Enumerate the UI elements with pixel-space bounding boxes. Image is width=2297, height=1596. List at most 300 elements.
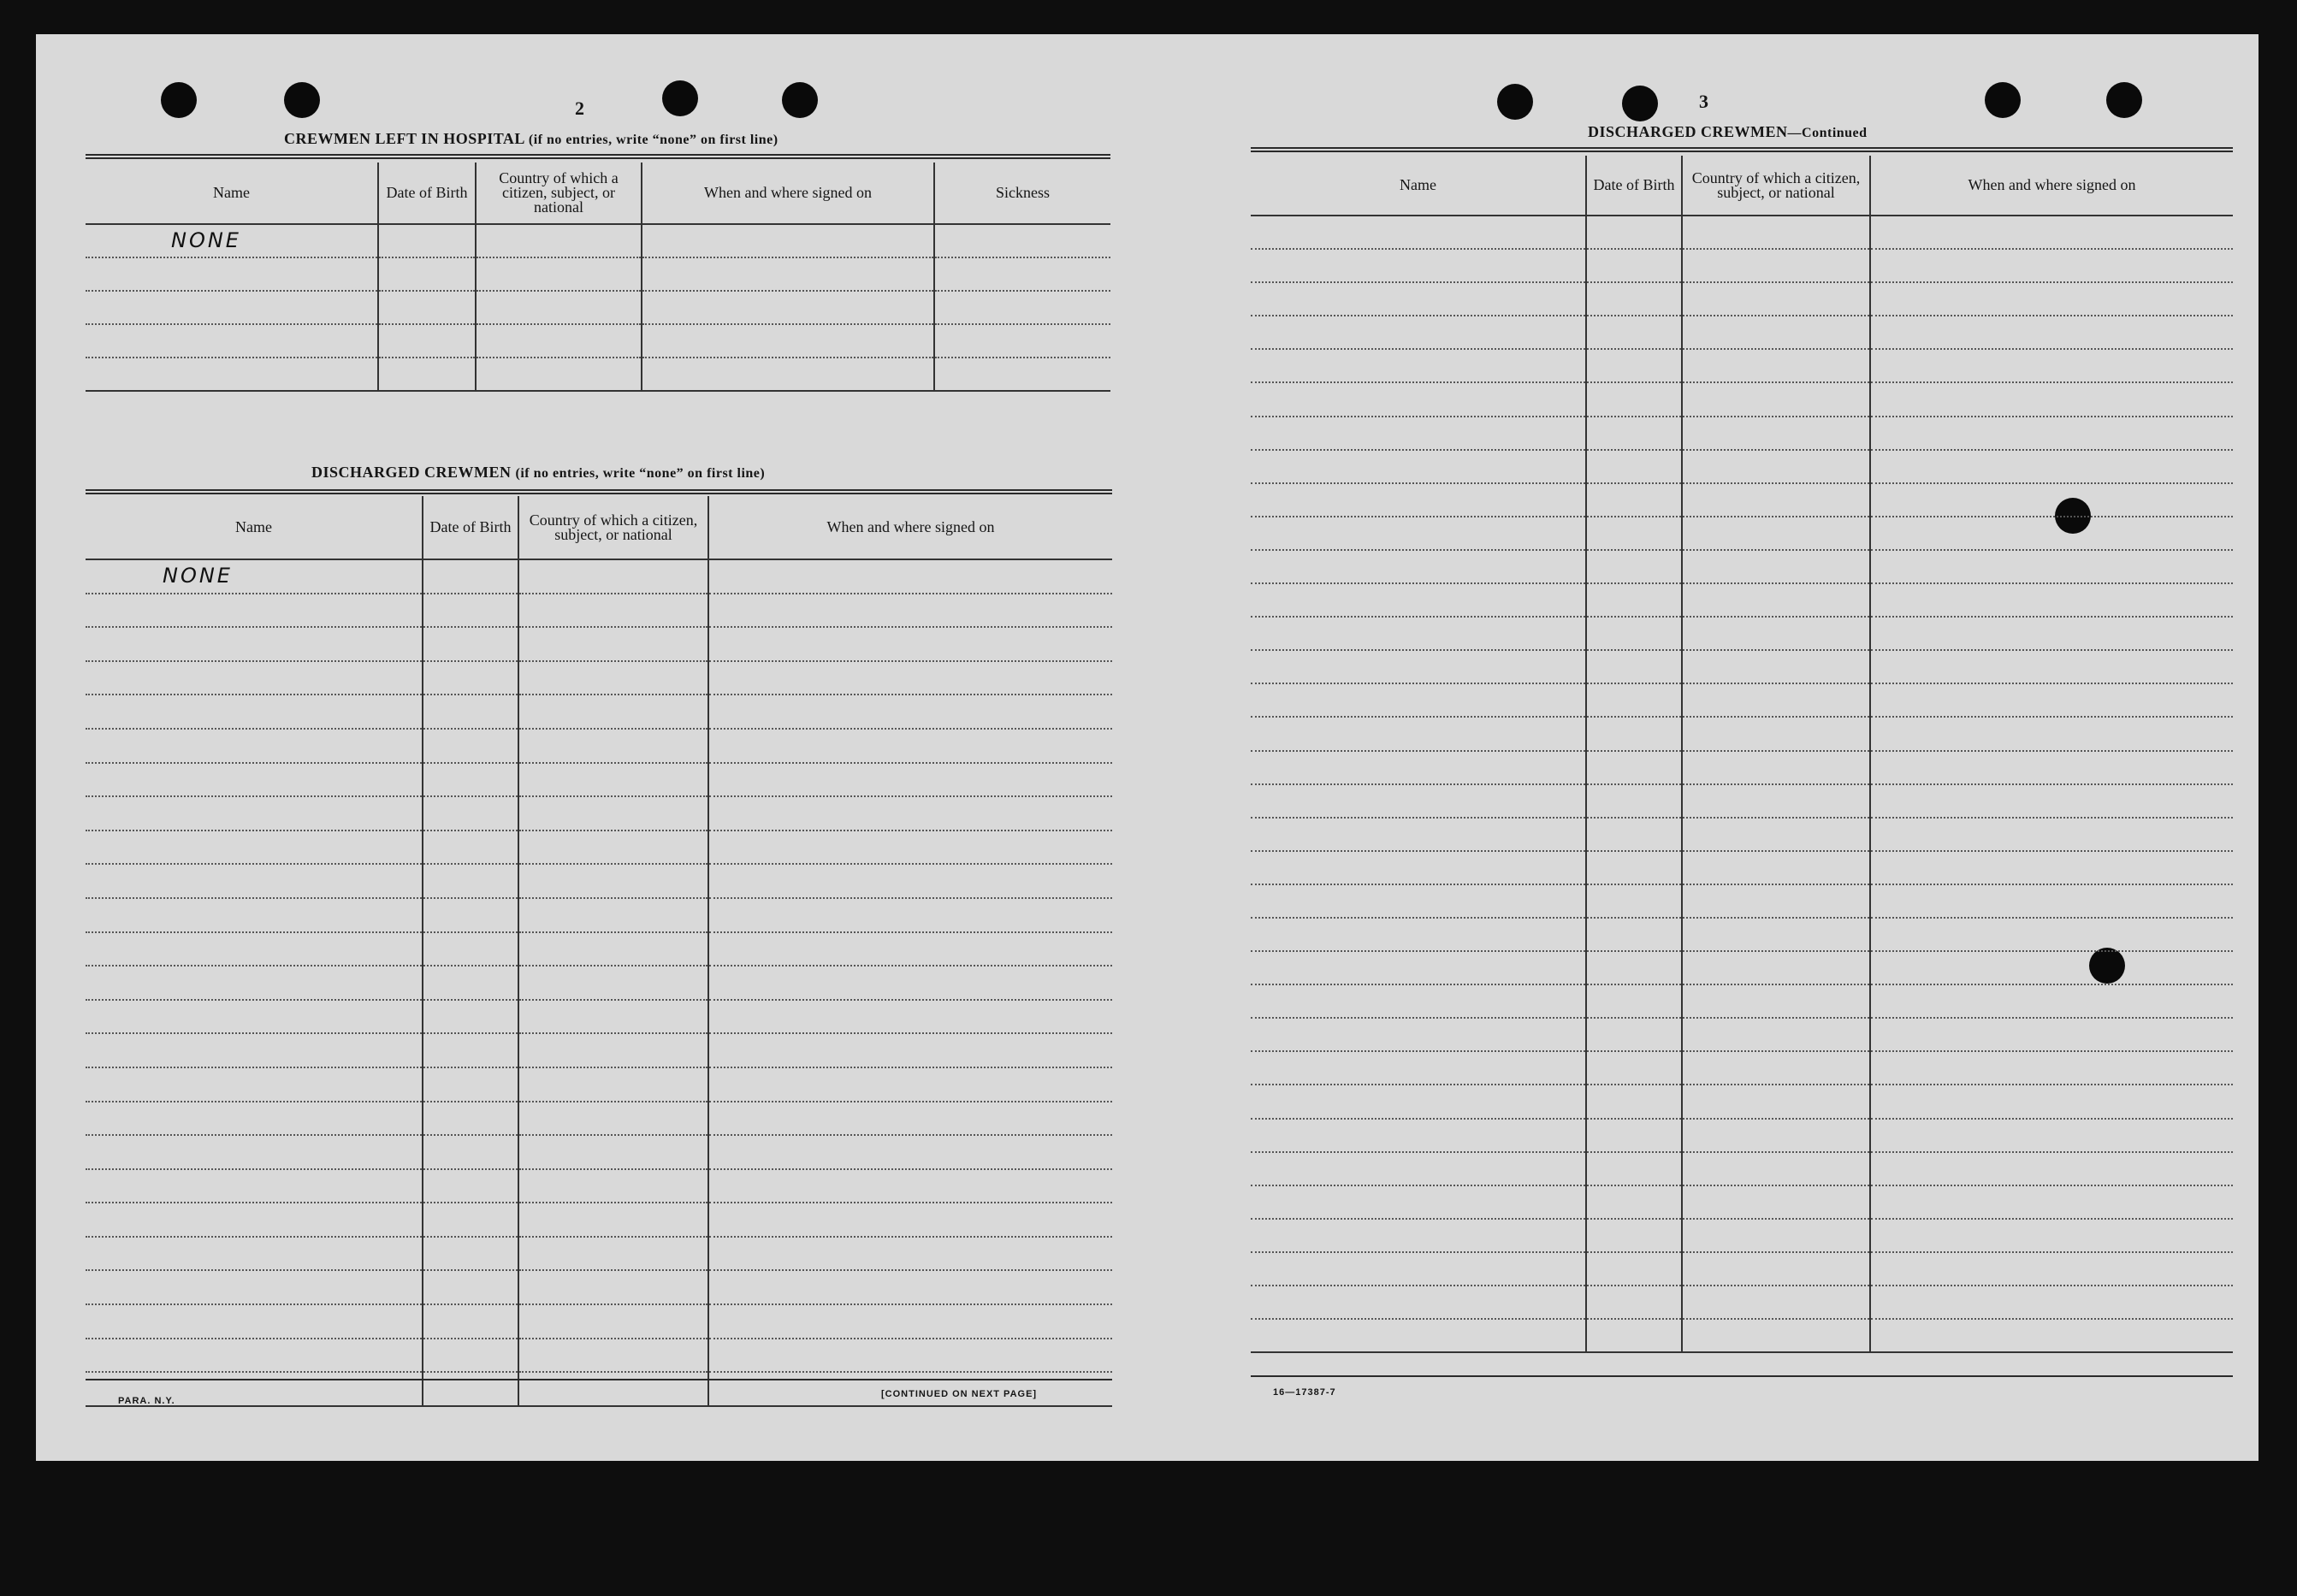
table-cell[interactable] <box>378 257 476 291</box>
table-cell[interactable] <box>1682 1219 1870 1252</box>
col-header-country: Country of which a citizen, subject, or national <box>518 496 708 559</box>
table-cell[interactable] <box>1586 1018 1682 1051</box>
table-cell[interactable] <box>1586 282 1682 316</box>
table-cell[interactable] <box>708 1237 1112 1271</box>
table-cell[interactable] <box>86 695 423 729</box>
table-cell[interactable] <box>1251 751 1586 784</box>
table-cell[interactable] <box>1586 483 1682 517</box>
table-cell[interactable] <box>86 291 378 324</box>
table-cell[interactable] <box>1870 984 2233 1018</box>
table-cell[interactable] <box>476 324 642 358</box>
table-row <box>86 1033 1112 1067</box>
table-cell[interactable] <box>86 324 378 358</box>
table-cell[interactable] <box>1251 382 1586 416</box>
table-cell[interactable] <box>518 763 708 797</box>
table-cell[interactable] <box>642 324 934 358</box>
table-cell[interactable] <box>1682 1051 1870 1085</box>
table-cell[interactable] <box>1586 751 1682 784</box>
table-cell[interactable] <box>423 559 518 594</box>
table-cell[interactable] <box>708 1000 1112 1034</box>
table-cell[interactable] <box>518 1339 708 1373</box>
table-cell[interactable] <box>934 224 1110 257</box>
table-cell[interactable] <box>86 831 423 865</box>
table-cell[interactable] <box>1870 1252 2233 1286</box>
table-cell[interactable] <box>1251 683 1586 717</box>
table-cell[interactable] <box>1682 884 1870 918</box>
col-header-country: Country of which a citizen, subject, or national <box>476 163 642 224</box>
table-cell[interactable] <box>708 1135 1112 1169</box>
table-cell[interactable] <box>708 966 1112 1000</box>
table-cell[interactable] <box>423 695 518 729</box>
table-cell[interactable] <box>708 1169 1112 1203</box>
table-cell[interactable] <box>1251 483 1586 517</box>
table-cell[interactable] <box>378 358 476 391</box>
table-row <box>1251 717 2233 750</box>
table-cell[interactable] <box>423 864 518 898</box>
table-cell[interactable] <box>518 1237 708 1271</box>
table-cell[interactable] <box>1251 517 1586 550</box>
table-row <box>1251 550 2233 583</box>
table-cell[interactable] <box>423 932 518 966</box>
table-row <box>1251 349 2233 382</box>
table-cell[interactable] <box>378 224 476 257</box>
table-cell[interactable] <box>1870 517 2233 550</box>
table-cell[interactable] <box>708 1033 1112 1067</box>
table-cell[interactable] <box>423 763 518 797</box>
table-cell[interactable] <box>518 1169 708 1203</box>
table-cell[interactable] <box>1251 1319 1586 1352</box>
table-cell[interactable] <box>1870 216 2233 249</box>
table-cell[interactable] <box>518 695 708 729</box>
table-cell[interactable] <box>86 796 423 831</box>
table-row <box>86 1304 1112 1339</box>
table-cell[interactable] <box>1251 1085 1586 1118</box>
table-cell[interactable] <box>1251 717 1586 750</box>
hospital-section-title <box>284 130 778 148</box>
table-cell[interactable] <box>86 1270 423 1304</box>
table-cell[interactable] <box>1586 216 1682 249</box>
table-cell[interactable] <box>86 661 423 695</box>
table-row <box>1251 751 2233 784</box>
table-cell[interactable] <box>518 559 708 594</box>
table-cell[interactable] <box>1251 1119 1586 1152</box>
table-cell[interactable] <box>1870 450 2233 483</box>
table-cell[interactable] <box>1682 784 1870 818</box>
table-cell[interactable] <box>423 796 518 831</box>
table-cell[interactable] <box>1870 884 2233 918</box>
table-cell[interactable] <box>1251 216 1586 249</box>
table-cell[interactable] <box>86 1203 423 1237</box>
table-cell[interactable] <box>378 291 476 324</box>
table-cell[interactable] <box>518 1270 708 1304</box>
table-cell[interactable] <box>1251 1185 1586 1219</box>
table-cell[interactable] <box>476 358 642 391</box>
table-cell[interactable] <box>1870 1085 2233 1118</box>
table-cell[interactable] <box>1586 1185 1682 1219</box>
table-cell[interactable] <box>86 1000 423 1034</box>
table-cell[interactable] <box>1586 550 1682 583</box>
table-cell[interactable] <box>423 1169 518 1203</box>
table-row <box>86 796 1112 831</box>
table-cell[interactable] <box>518 1203 708 1237</box>
table-cell[interactable] <box>708 763 1112 797</box>
table-cell[interactable] <box>1870 1185 2233 1219</box>
table-cell[interactable] <box>518 661 708 695</box>
table-cell[interactable] <box>1586 717 1682 750</box>
table-cell[interactable] <box>1586 1319 1682 1352</box>
table-cell[interactable] <box>1870 918 2233 951</box>
table-row <box>1251 1018 2233 1051</box>
table-cell[interactable] <box>518 1135 708 1169</box>
table-cell[interactable] <box>518 796 708 831</box>
table-cell[interactable] <box>708 1339 1112 1373</box>
table-cell[interactable] <box>1870 683 2233 717</box>
table-cell[interactable] <box>708 1203 1112 1237</box>
table-cell[interactable] <box>423 831 518 865</box>
table-cell[interactable] <box>423 1203 518 1237</box>
table-cell[interactable] <box>934 324 1110 358</box>
table-cell[interactable] <box>1682 851 1870 884</box>
table-cell[interactable] <box>708 627 1112 661</box>
table-cell[interactable] <box>1251 249 1586 282</box>
table-cell[interactable] <box>1682 1085 1870 1118</box>
table-cell[interactable] <box>1251 650 1586 683</box>
table-cell[interactable] <box>1251 1219 1586 1252</box>
table-cell[interactable] <box>86 729 423 763</box>
table-cell[interactable] <box>423 1135 518 1169</box>
table-cell[interactable] <box>1251 818 1586 851</box>
table-row <box>86 291 1110 324</box>
table-cell[interactable] <box>1682 349 1870 382</box>
table-cell[interactable] <box>423 1270 518 1304</box>
table-cell[interactable] <box>518 1372 708 1406</box>
table-cell[interactable] <box>1251 417 1586 450</box>
table-cell[interactable] <box>1682 1018 1870 1051</box>
table-cell[interactable] <box>1682 249 1870 282</box>
table-cell[interactable] <box>86 966 423 1000</box>
table-cell[interactable] <box>642 224 934 257</box>
table-cell[interactable] <box>708 932 1112 966</box>
table-cell[interactable] <box>423 1339 518 1373</box>
table-cell[interactable] <box>708 661 1112 695</box>
col-header-name: Name <box>1251 156 1586 216</box>
table-cell[interactable] <box>423 1067 518 1102</box>
table-cell[interactable] <box>1870 249 2233 282</box>
table-cell[interactable] <box>1586 1085 1682 1118</box>
table-cell[interactable] <box>1682 818 1870 851</box>
table-row <box>1251 1219 2233 1252</box>
table-cell[interactable] <box>1870 717 2233 750</box>
table-cell[interactable] <box>708 864 1112 898</box>
table-cell[interactable] <box>423 1304 518 1339</box>
table-cell[interactable] <box>1251 1252 1586 1286</box>
table-cell[interactable] <box>423 1033 518 1067</box>
table-cell[interactable] <box>423 898 518 932</box>
punch-hole <box>2106 82 2142 118</box>
col-header-date-of-birth: Date of Birth <box>378 163 476 224</box>
table-cell[interactable] <box>1682 1286 1870 1319</box>
table-cell[interactable] <box>708 1304 1112 1339</box>
table-row <box>1251 650 2233 683</box>
page-number: 2 <box>575 98 584 119</box>
table-cell[interactable] <box>1682 918 1870 951</box>
table-cell[interactable] <box>1251 1152 1586 1185</box>
table-cell[interactable] <box>518 627 708 661</box>
table-cell[interactable] <box>1682 282 1870 316</box>
table-cell[interactable] <box>1586 884 1682 918</box>
table-cell[interactable] <box>708 831 1112 865</box>
table-row <box>1251 216 2233 249</box>
table-row <box>86 224 1110 257</box>
table-cell[interactable] <box>423 1102 518 1136</box>
table-cell[interactable] <box>1586 1119 1682 1152</box>
form-number: 16—17387-7 <box>1273 1387 1336 1398</box>
table-cell[interactable] <box>1870 784 2233 818</box>
table-cell[interactable] <box>423 627 518 661</box>
table-cell[interactable] <box>1870 751 2233 784</box>
table-cell[interactable] <box>1251 1051 1586 1085</box>
table-cell[interactable] <box>86 1033 423 1067</box>
table-cell[interactable] <box>1870 1219 2233 1252</box>
table-cell[interactable] <box>86 1135 423 1169</box>
table-cell[interactable] <box>1251 450 1586 483</box>
table-cell[interactable] <box>1682 1252 1870 1286</box>
table-cell[interactable] <box>1586 517 1682 550</box>
table-cell[interactable] <box>1586 918 1682 951</box>
table-row <box>86 1135 1112 1169</box>
table-cell[interactable] <box>1251 550 1586 583</box>
table-cell[interactable] <box>1251 984 1586 1018</box>
table-cell[interactable] <box>1870 349 2233 382</box>
table-cell[interactable] <box>476 257 642 291</box>
table-cell[interactable] <box>86 898 423 932</box>
table-cell[interactable] <box>518 1067 708 1102</box>
table-cell[interactable] <box>1586 316 1682 349</box>
table-cell[interactable] <box>1586 851 1682 884</box>
table-cell[interactable] <box>476 291 642 324</box>
table-cell[interactable] <box>1586 450 1682 483</box>
table-cell[interactable] <box>86 1237 423 1271</box>
table-cell[interactable] <box>86 1339 423 1373</box>
col-header-date-of-birth: Date of Birth <box>1586 156 1682 216</box>
table-cell[interactable] <box>1682 316 1870 349</box>
table-cell[interactable] <box>86 1169 423 1203</box>
table-cell[interactable] <box>423 966 518 1000</box>
table-cell[interactable] <box>1682 417 1870 450</box>
table-cell[interactable] <box>708 1102 1112 1136</box>
table-cell[interactable] <box>518 1304 708 1339</box>
table-cell[interactable] <box>518 966 708 1000</box>
table-cell[interactable] <box>1586 417 1682 450</box>
table-cell[interactable] <box>1682 382 1870 416</box>
table-cell[interactable] <box>1586 984 1682 1018</box>
table-cell[interactable] <box>934 358 1110 391</box>
table-cell[interactable] <box>1682 683 1870 717</box>
table-row <box>86 1203 1112 1237</box>
table-cell[interactable] <box>1251 1018 1586 1051</box>
table-cell[interactable] <box>1251 617 1586 650</box>
table-cell[interactable] <box>934 291 1110 324</box>
table-cell[interactable] <box>1870 316 2233 349</box>
table-cell[interactable] <box>1682 517 1870 550</box>
table-cell[interactable] <box>1870 1152 2233 1185</box>
table-cell[interactable] <box>518 1033 708 1067</box>
table-row <box>86 932 1112 966</box>
table-cell[interactable] <box>1682 1185 1870 1219</box>
table-cell[interactable] <box>1251 1286 1586 1319</box>
table-cell[interactable] <box>423 1237 518 1271</box>
table-cell[interactable] <box>1870 282 2233 316</box>
table-cell[interactable] <box>642 358 934 391</box>
table-cell[interactable] <box>1682 650 1870 683</box>
table-cell[interactable] <box>1870 818 2233 851</box>
table-row <box>1251 617 2233 650</box>
hospital-title-text: CREWMEN LEFT IN HOSPITAL <box>284 130 524 147</box>
table-cell[interactable] <box>423 1372 518 1406</box>
table-cell[interactable] <box>642 257 934 291</box>
table-cell[interactable] <box>518 1000 708 1034</box>
discharged-continued-title-text: DISCHARGED CREWMEN <box>1588 123 1788 140</box>
table-cell[interactable] <box>1682 450 1870 483</box>
table-cell[interactable] <box>86 932 423 966</box>
table-cell[interactable] <box>86 763 423 797</box>
table-cell[interactable] <box>1870 1018 2233 1051</box>
table-row <box>86 695 1112 729</box>
table-cell[interactable] <box>934 257 1110 291</box>
right-page <box>1148 34 2259 1461</box>
table-cell[interactable] <box>476 224 642 257</box>
table-cell[interactable] <box>1586 382 1682 416</box>
table-cell[interactable] <box>1586 249 1682 282</box>
table-cell[interactable] <box>708 559 1112 594</box>
table-cell[interactable] <box>86 627 423 661</box>
table-cell[interactable] <box>1682 717 1870 750</box>
table-cell[interactable] <box>1682 951 1870 984</box>
table-cell[interactable] <box>1251 884 1586 918</box>
table-cell[interactable] <box>423 729 518 763</box>
document-sheet <box>36 34 2259 1461</box>
table-cell[interactable] <box>708 1270 1112 1304</box>
table-cell[interactable] <box>1586 583 1682 617</box>
table-cell[interactable] <box>86 1067 423 1102</box>
table-cell[interactable] <box>423 661 518 695</box>
table-cell[interactable] <box>1682 550 1870 583</box>
table-cell[interactable] <box>1682 583 1870 617</box>
table-cell[interactable] <box>1870 583 2233 617</box>
table-cell[interactable] <box>708 898 1112 932</box>
table-cell[interactable] <box>1251 583 1586 617</box>
table-cell[interactable] <box>86 594 423 628</box>
table-cell[interactable] <box>86 1304 423 1339</box>
table-cell[interactable] <box>1682 617 1870 650</box>
hospital-instruction: (if no entries, write “none” on first line) <box>528 133 778 147</box>
table-cell[interactable] <box>1682 984 1870 1018</box>
table-cell[interactable] <box>1870 951 2233 984</box>
table-cell[interactable] <box>518 831 708 865</box>
table-cell[interactable] <box>1251 918 1586 951</box>
table-cell[interactable] <box>518 729 708 763</box>
table-cell[interactable] <box>1586 617 1682 650</box>
table-cell[interactable] <box>1870 650 2233 683</box>
table-cell[interactable] <box>708 695 1112 729</box>
table-cell[interactable] <box>1682 751 1870 784</box>
table-cell[interactable] <box>518 1102 708 1136</box>
table-cell[interactable] <box>423 594 518 628</box>
table-cell[interactable] <box>86 257 378 291</box>
table-cell[interactable] <box>708 1067 1112 1102</box>
table-cell[interactable] <box>708 729 1112 763</box>
table-cell[interactable] <box>1586 1286 1682 1319</box>
table-cell[interactable] <box>1682 1319 1870 1352</box>
table-cell[interactable] <box>86 224 378 257</box>
table-cell[interactable] <box>1682 483 1870 517</box>
table-cell[interactable] <box>642 291 934 324</box>
table-cell[interactable] <box>86 1102 423 1136</box>
page-number: 3 <box>1699 91 1708 112</box>
table-cell[interactable] <box>1586 951 1682 984</box>
table-cell[interactable] <box>423 1000 518 1034</box>
table-cell[interactable] <box>1682 1119 1870 1152</box>
table-cell[interactable] <box>1251 349 1586 382</box>
table-cell[interactable] <box>1251 851 1586 884</box>
table-cell[interactable] <box>1586 650 1682 683</box>
table-cell[interactable] <box>1586 1219 1682 1252</box>
table-cell[interactable] <box>1870 382 2233 416</box>
table-cell[interactable] <box>1870 483 2233 517</box>
table-cell[interactable] <box>708 594 1112 628</box>
table-cell[interactable] <box>1586 784 1682 818</box>
table-row <box>86 1339 1112 1373</box>
table-cell[interactable] <box>1586 818 1682 851</box>
table-cell[interactable] <box>1251 784 1586 818</box>
table-cell[interactable] <box>1586 1252 1682 1286</box>
col-header-country: Country of which a citizen, subject, or national <box>1682 156 1870 216</box>
table-cell[interactable] <box>1251 282 1586 316</box>
table-cell[interactable] <box>378 324 476 358</box>
table-cell[interactable] <box>1870 617 2233 650</box>
table-cell[interactable] <box>1870 1051 2233 1085</box>
table-row <box>1251 1085 2233 1118</box>
table-row <box>1251 984 2233 1018</box>
table-cell[interactable] <box>1870 1319 2233 1352</box>
table-cell[interactable] <box>1870 1286 2233 1319</box>
punch-hole <box>1985 82 2021 118</box>
table-cell[interactable] <box>518 864 708 898</box>
table-cell[interactable] <box>1251 951 1586 984</box>
table-cell[interactable] <box>86 559 423 594</box>
table-cell[interactable] <box>1870 550 2233 583</box>
table-cell[interactable] <box>1870 417 2233 450</box>
table-cell[interactable] <box>1682 1152 1870 1185</box>
table-cell[interactable] <box>1586 683 1682 717</box>
col-header-sickness: Sickness <box>934 163 1110 224</box>
table-row <box>86 257 1110 291</box>
table-cell[interactable] <box>708 796 1112 831</box>
table-cell[interactable] <box>1682 216 1870 249</box>
table-cell[interactable] <box>518 932 708 966</box>
table-cell[interactable] <box>1586 1051 1682 1085</box>
rule <box>1251 1375 2233 1377</box>
table-cell[interactable] <box>1870 1119 2233 1152</box>
table-cell[interactable] <box>518 594 708 628</box>
table-cell[interactable] <box>86 358 378 391</box>
table-cell[interactable] <box>86 864 423 898</box>
table-cell[interactable] <box>518 898 708 932</box>
table-cell[interactable] <box>1586 1152 1682 1185</box>
table-cell[interactable] <box>1251 316 1586 349</box>
table-cell[interactable] <box>1870 851 2233 884</box>
table-cell[interactable] <box>1586 349 1682 382</box>
